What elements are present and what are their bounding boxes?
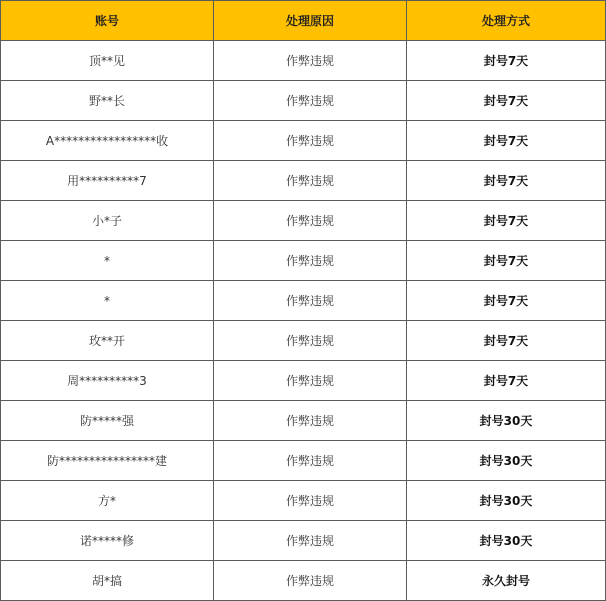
header-reason: 处理原因: [214, 1, 407, 41]
reason-cell: 作弊违规: [214, 161, 407, 201]
header-account: 账号: [1, 1, 214, 41]
account-cell: 顶**见: [1, 41, 214, 81]
reason-cell: 作弊违规: [214, 241, 407, 281]
account-cell: 玫**开: [1, 321, 214, 361]
method-cell: 封号30天: [407, 401, 606, 441]
table-row: [1, 441, 606, 481]
table-row: [1, 81, 606, 121]
reason-cell: 作弊违规: [214, 521, 407, 561]
reason-cell: 作弊违规: [214, 201, 407, 241]
table-row: [1, 121, 606, 161]
account-cell: 周**********3: [1, 361, 214, 401]
table-row: [1, 481, 606, 521]
method-cell: 封号30天: [407, 481, 606, 521]
method-cell: 封号7天: [407, 281, 606, 321]
account-cell: 野**长: [1, 81, 214, 121]
reason-cell: 作弊违规: [214, 481, 407, 521]
account-cell: *: [1, 281, 214, 321]
account-cell: 诺*****修: [1, 521, 214, 561]
method-cell: 封号7天: [407, 361, 606, 401]
table-row: [1, 521, 606, 561]
table-row: [1, 201, 606, 241]
method-cell: 封号7天: [407, 321, 606, 361]
method-cell: 封号7天: [407, 81, 606, 121]
reason-cell: 作弊违规: [214, 441, 407, 481]
account-cell: 防****************建: [1, 441, 214, 481]
table-row: [1, 241, 606, 281]
reason-cell: 作弊违规: [214, 321, 407, 361]
table-row: [1, 161, 606, 201]
table-row: [1, 561, 606, 601]
account-cell: *: [1, 241, 214, 281]
reason-cell: 作弊违规: [214, 121, 407, 161]
method-cell: 封号7天: [407, 121, 606, 161]
table-header-row: [1, 1, 606, 41]
reason-cell: 作弊违规: [214, 281, 407, 321]
reason-cell: 作弊违规: [214, 361, 407, 401]
header-method: 处理方式: [407, 1, 606, 41]
account-cell: 用**********7: [1, 161, 214, 201]
account-cell: A*****************收: [1, 121, 214, 161]
method-cell: 封号30天: [407, 521, 606, 561]
account-cell: 胡*搞: [1, 561, 214, 601]
account-cell: 方*: [1, 481, 214, 521]
table-row: [1, 41, 606, 81]
reason-cell: 作弊违规: [214, 81, 407, 121]
table-row: [1, 401, 606, 441]
method-cell: 封号7天: [407, 41, 606, 81]
method-cell: 封号30天: [407, 441, 606, 481]
account-cell: 防*****强: [1, 401, 214, 441]
reason-cell: 作弊违规: [214, 401, 407, 441]
account-cell: 小*子: [1, 201, 214, 241]
reason-cell: 作弊违规: [214, 41, 407, 81]
table-row: [1, 361, 606, 401]
method-cell: 封号7天: [407, 161, 606, 201]
reason-cell: 作弊违规: [214, 561, 407, 601]
method-cell: 封号7天: [407, 201, 606, 241]
table-row: [1, 281, 606, 321]
method-cell: 封号7天: [407, 241, 606, 281]
method-cell: 永久封号: [407, 561, 606, 601]
table-row: [1, 321, 606, 361]
